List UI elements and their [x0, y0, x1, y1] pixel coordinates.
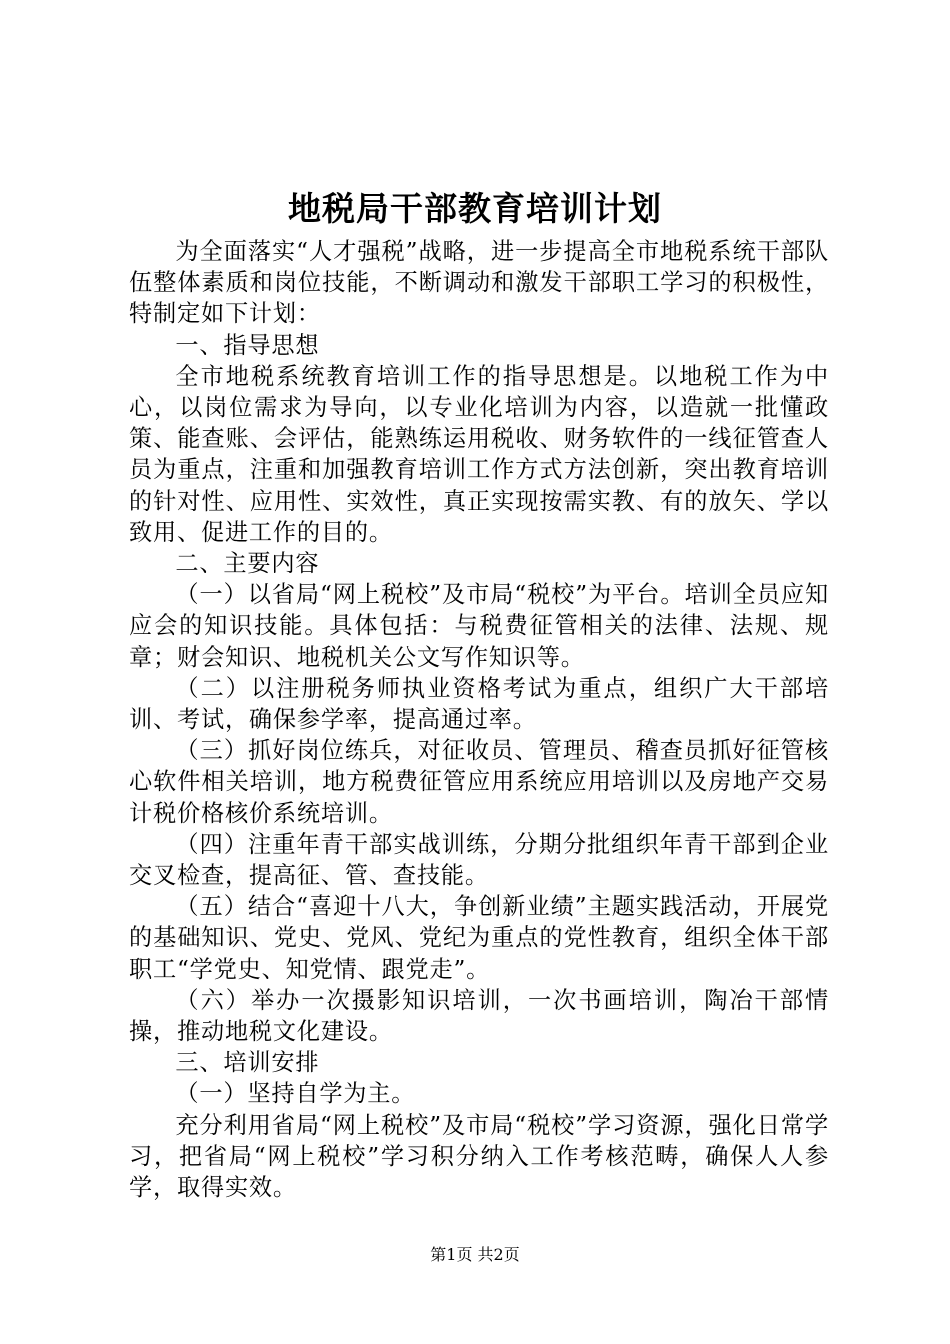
section-heading: 一、指导思想 — [175, 331, 320, 359]
paragraph: 全市地税系统教育培训工作的指导思想是。以地税工作为中心，以岗位需求为导向，以专业化培训为内容，以造就一批懂政策、能查账、会评估，能熟练运用税收、财务软件的一线征管查人员为重点，注重和加强教育培训工作方式方法创新，突出教育培训的针对性、应用性、实效性，真正实现按需实教、有的放矢、学以致用、促进工作的目的。 — [129, 362, 829, 546]
document-title: 地税局干部教育培训计划 — [288, 189, 662, 228]
document-body — [129, 236, 829, 1203]
section-heading: 三、培训安排 — [175, 1049, 320, 1077]
paragraph: （二）以注册税务师执业资格考试为重点，组织广大干部培训、考试，确保参学率，提高通过率。 — [129, 674, 829, 734]
subsection-heading: （一）坚持自学为主。 — [175, 1080, 416, 1108]
page-number-footer: 第1页 共2页 — [430, 1245, 520, 1264]
paragraph: （三）抓好岗位练兵，对征收员、管理员、稽查员抓好征管核心软件相关培训，地方税费征管应用系统应用培训以及房地产交易计税价格核价系统培训。 — [129, 737, 829, 827]
paragraph: 充分利用省局“网上税校”及市局“税校”学习资源，强化日常学习，把省局“网上税校”学习积分纳入工作考核范畴，确保人人参学，取得实效。 — [129, 1111, 829, 1202]
intro-paragraph: 为全面落实“人才强税”战略，进一步提高全市地税系统干部队伍整体素质和岗位技能，不断调动和激发干部职工学习的积极性，特制定如下计划： — [129, 238, 829, 328]
paragraph: （五）结合“喜迎十八大，争创新业绩”主题实践活动，开展党的基础知识、党史、党风、党纪为重点的党性教育，组织全体干部职工“学党史、知党情、跟党走”。 — [129, 893, 829, 983]
paragraph: （六）举办一次摄影知识培训，一次书画培训，陶冶干部情操，推动地税文化建设。 — [129, 986, 829, 1046]
paragraph: （四）注重年青干部实战训练，分期分批组织年青干部到企业交叉检查，提高征、管、查技能。 — [129, 830, 829, 890]
paragraph: （一）以省局“网上税校”及市局“税校”为平台。培训全员应知应会的知识技能。具体包括：与税费征管相关的法律、法规、规章；财会知识、地税机关公文写作知识等。 — [129, 581, 829, 671]
section-heading: 二、主要内容 — [175, 550, 320, 578]
